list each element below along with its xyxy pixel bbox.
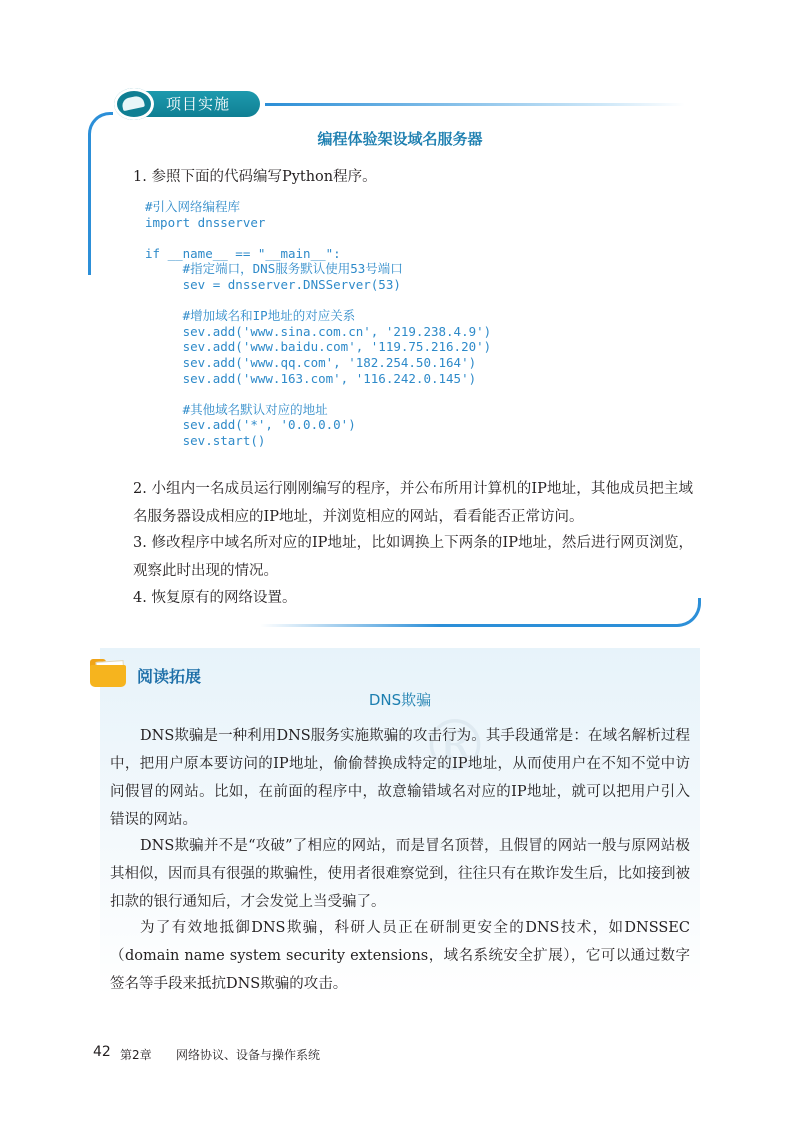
step-1: 1. 参照下面的代码编写Python程序。 bbox=[133, 169, 377, 185]
reading-title: DNS欺骗 bbox=[368, 691, 432, 709]
reading-paragraph-3: 为了有效地抵御DNS欺骗，科研人员正在研制更安全的DNS技术，如DNSSEC（domain name system security extensions，域名系统安全扩展），它可以通过数字签名等手段来抵抗DNS欺骗的攻击。 bbox=[110, 920, 690, 992]
code-line: import dnsserver bbox=[145, 214, 266, 230]
code-line: #引入网络编程库 bbox=[145, 199, 241, 214]
watermark-icon: ® bbox=[420, 705, 494, 787]
code-line: sev.add('www.baidu.com', '119.75.216.20') bbox=[145, 339, 492, 355]
step-4: 4. 恢复原有的网络设置。 bbox=[133, 590, 297, 606]
step-3: 3. 修改程序中域名所对应的IP地址，比如调换上下两条的IP地址，然后进行网页浏览，观察此时出现的情况。 bbox=[133, 535, 693, 579]
banner-label: 项目实施 bbox=[166, 95, 231, 113]
project-icon bbox=[114, 88, 154, 120]
code-line: #其他域名默认对应的地址 bbox=[145, 401, 328, 417]
reading-paragraph-1: DNS欺骗是一种利用DNS服务实施欺骗的攻击行为。其手段通常是：在域名解析过程中，把用户原本要访问的IP地址，偷偷替换成特定的IP地址，从而使用户在不知不觉中访问假冒的网站。比如，在前面的程序中，故意输错域名对应的IP地址，就可以把用户引入错误的网站。 bbox=[110, 728, 690, 828]
reading-label: 阅读拓展 bbox=[137, 667, 202, 686]
chapter-label: 第2章 bbox=[120, 1048, 152, 1062]
reading-paragraph-2: DNS欺骗并不是“攻破”了相应的网站，而是冒名顶替，且假冒的网站一般与原网站极其相似，因而具有很强的欺骗性，使用者很难察觉到，往往只有在欺诈发生后，比如接到被扣款的银行通知后，才会发觉上当受骗了。 bbox=[110, 838, 690, 910]
banner-rule bbox=[265, 103, 685, 106]
folder-icon bbox=[90, 657, 128, 687]
section-banner bbox=[100, 88, 265, 120]
section-frame-fade bbox=[260, 624, 440, 627]
code-line: sev.add('*', '0.0.0.0') bbox=[145, 417, 356, 433]
step-2: 2. 小组内一名成员运行刚刚编写的程序，并公布所用计算机的IP地址，其他成员把主域名服务器设成相应的IP地址，并浏览相应的网站，看看能否正常访问。 bbox=[133, 481, 693, 525]
section-title: 编程体验架设域名服务器 bbox=[317, 130, 483, 148]
code-line: sev.add('www.sina.com.cn', '219.238.4.9') bbox=[145, 323, 492, 339]
code-block bbox=[145, 199, 491, 449]
page-number: 42 bbox=[93, 1044, 111, 1060]
chapter-name: 网络协议、设备与操作系统 bbox=[176, 1048, 321, 1062]
code-line: #增加域名和IP地址的对应关系 bbox=[145, 308, 356, 324]
code-line: sev = dnsserver.DNSServer(53) bbox=[145, 276, 401, 292]
code-line: sev.start() bbox=[145, 432, 266, 448]
code-line: sev.add('www.163.com', '116.242.0.145') bbox=[145, 370, 477, 386]
code-line: if __name__ == "__main__": bbox=[145, 245, 341, 261]
section-frame-bottom bbox=[440, 598, 701, 627]
code-line: #指定端口，DNS服务默认使用53号端口 bbox=[145, 261, 403, 277]
code-line: sev.add('www.qq.com', '182.254.50.164') bbox=[145, 354, 477, 370]
